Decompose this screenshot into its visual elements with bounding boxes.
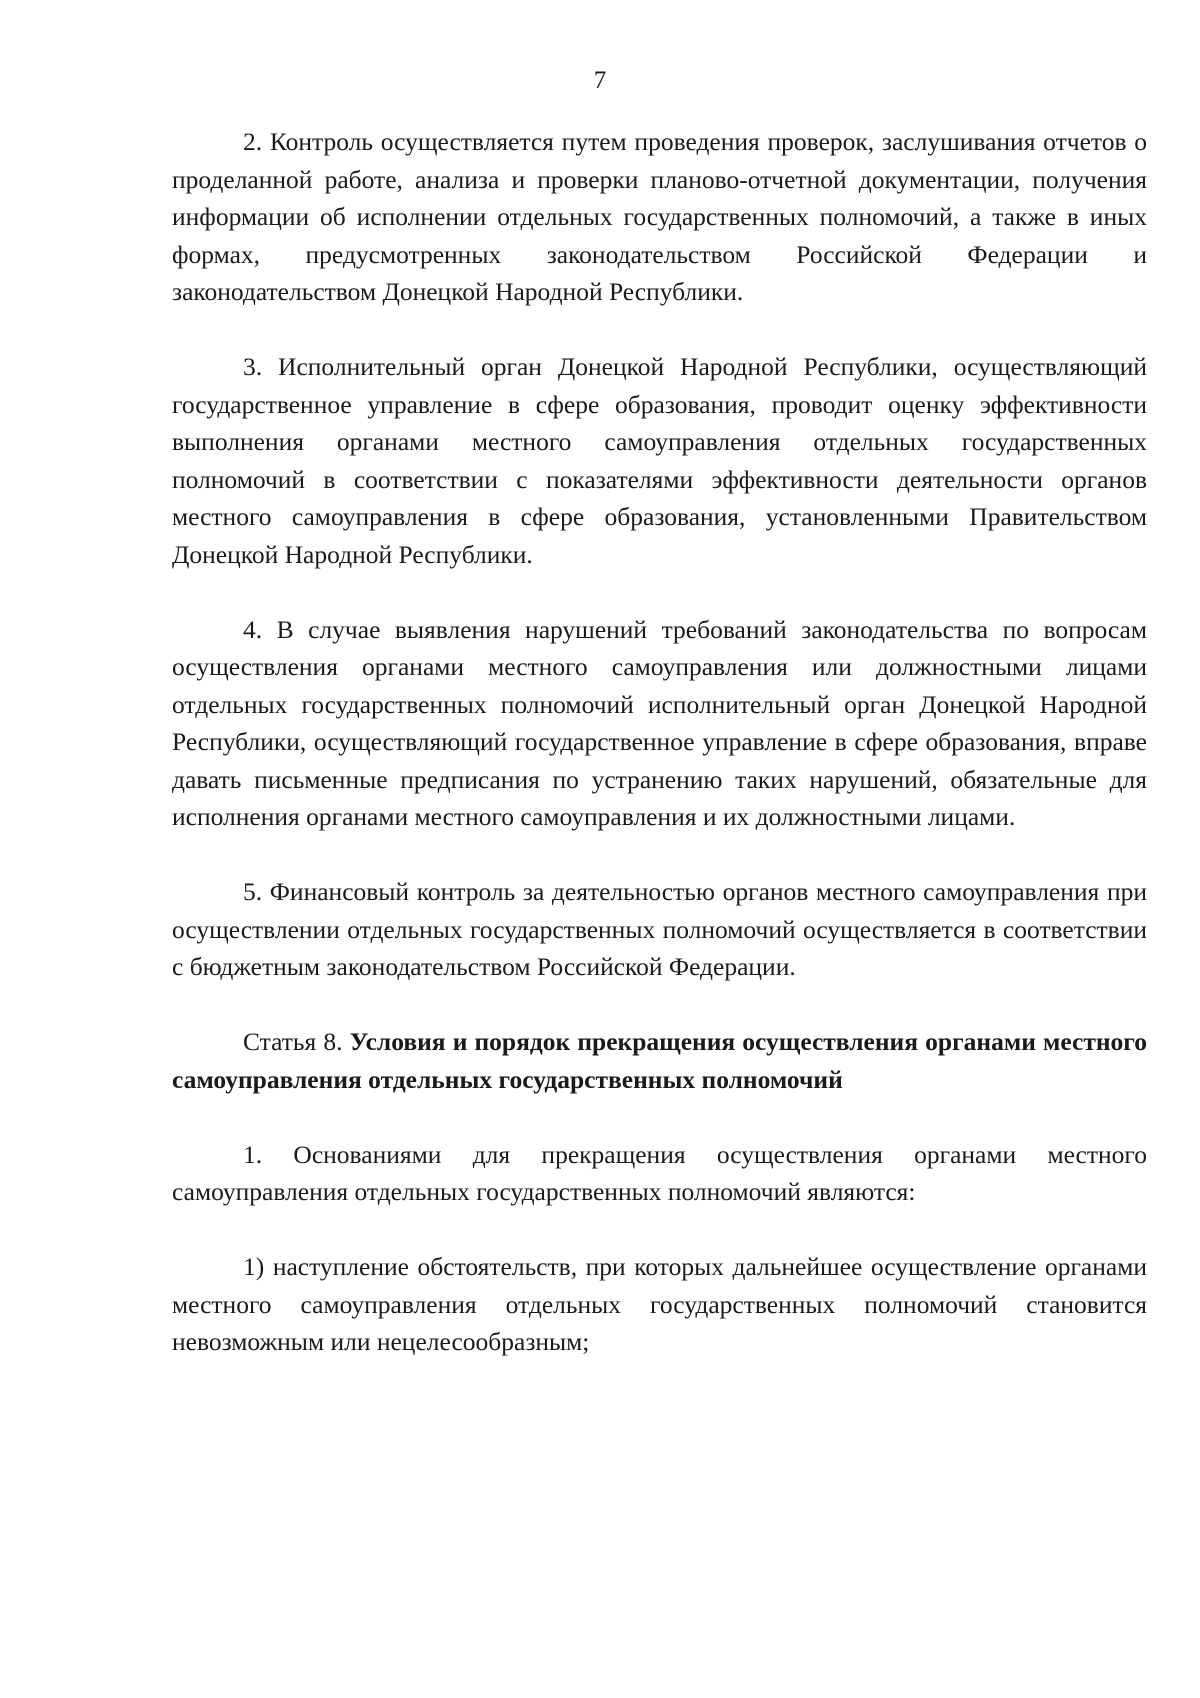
article-list-item-1: 1) наступление обстоятельств, при которых дальнейшее осуществление органами местного самоуправления отдельных государственных полномочий становится невозможным или нецелесообразным; [172,1252,1147,1356]
paragraph-2: 2. Контроль осуществляется путем проведения проверок, заслушивания отчетов о проделанной работе, анализа и проверки планово-отчетной документации, получения информации об исполнении отдельных государственных полномочий, а также в иных формах, предусмотренных законодательством Российской Федерации и законодательством Донецкой Народной Республики. [172,127,1147,306]
article-paragraph-1: 1. Основаниями для прекращения осуществления органами местного самоуправления отдельных государственных полномочий являются: [172,1139,1147,1206]
article-label: Статья 8. [243,1027,350,1056]
paragraph-4: 4. В случае выявления нарушений требований законодательства по вопросам осуществления органами местного самоуправления или должностными лицами отдельных государственных полномочий исполнительный орган Донецкой Народной Республики, осуществляющий государственное управление в сфере образования, вправе давать письменные предписания по устранению таких нарушений, обязательные для исполнения органами местного самоуправления и их должностными лицами. [172,614,1147,831]
page-number: 7 [593,67,607,94]
article-heading [172,1023,1147,1098]
paragraph-5: 5. Финансовый контроль за деятельностью органов местного самоуправления при осуществлении отдельных государственных полномочий осуществляется в соответствии с бюджетным законодательством Российской Федерации. [172,877,1147,981]
article-title: Условия и порядок прекращения осуществления органами местного самоуправления отдельных государственных полномочий [172,1027,1147,1094]
paragraph-3: 3. Исполнительный орган Донецкой Народной Республики, осуществляющий государственное управление в сфере образования, проводит оценку эффективности выполнения органами местного самоуправления отдельных государственных полномочий в соответствии с показателями эффективности деятельности органов местного самоуправления в сфере образования, установленными Правительством Донецкой Народной Республики. [172,352,1147,569]
document-body [172,123,1147,1361]
